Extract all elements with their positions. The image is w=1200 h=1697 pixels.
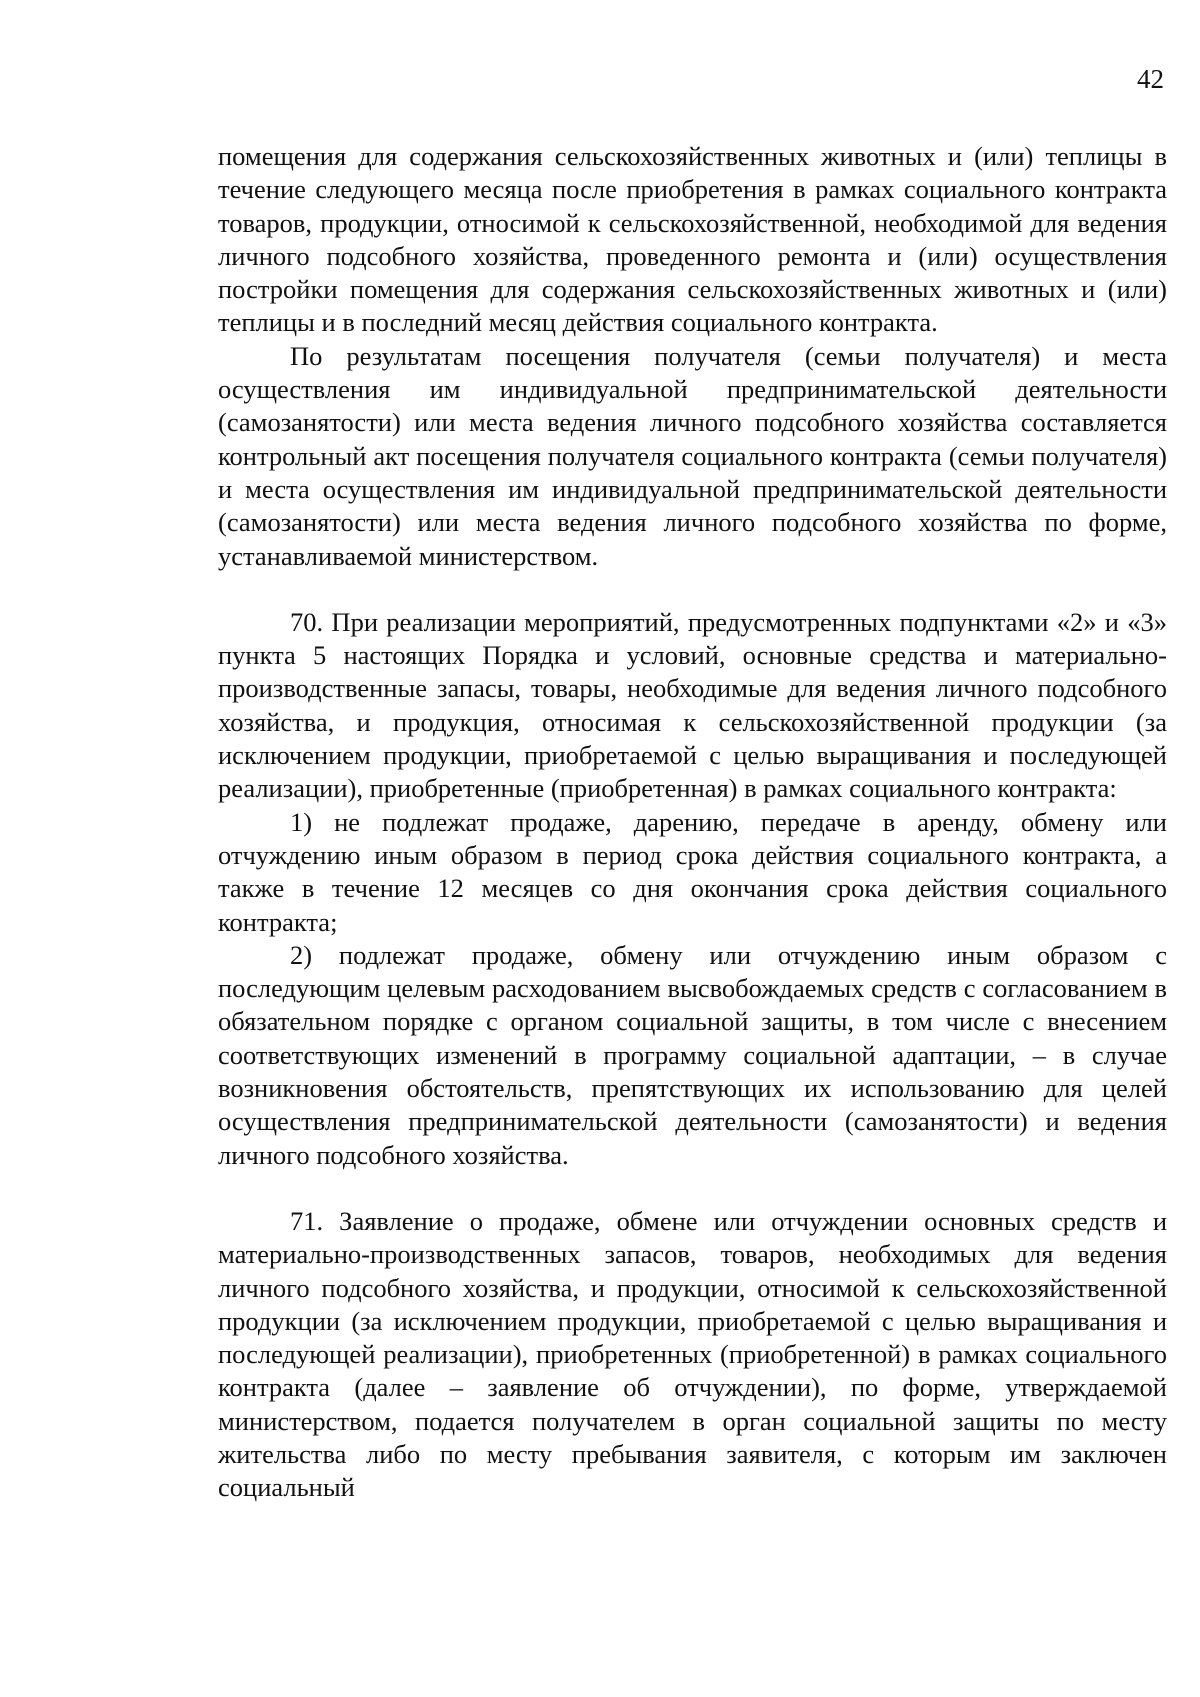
paragraph-control-act: По результатам посещения получателя (семьи получателя) и места осуществления им индивидуальной предпринимательской деятельности (самозанятости) или места ведения личного подсобного хозяйства составляется контрольный акт посещения получателя социального контракта (семьи получателя) и места осуществления им индивидуальной предпринимательской деятельности (самозанятости) или места ведения личного подсобного хозяйства по форме, устанавливаемой министерством. — [218, 340, 1167, 571]
paragraph-item-70-sub-1: 1) не подлежат продаже, дарению, передаче в аренду, обмену или отчуждению иным образом в период срока действия социального контракта, а также в течение 12 месяцев со дня окончания срока действия социального контракта; — [218, 806, 1167, 937]
paragraph-continuation: помещения для содержания сельскохозяйственных животных и (или) теплицы в течение следующего месяца после приобретения в рамках социального контракта товаров, продукции, относимой к сельскохозяйственной, необходимой для ведения личного подсобного хозяйства, проведенного ремонта и (или) осуществления постройки помещения для содержания сельскохозяйственных животных и (или) теплицы и в последний месяц действия социального контракта. — [218, 141, 1167, 338]
paragraph-item-71: 71. Заявление о продаже, обмене или отчуждении основных средств и материально-производственных запасов, товаров, необходимых для ведения личного подсобного хозяйства, и продукции, относимой к сельскохозяйственной продукции (за исключением продукции, приобретаемой с целью выращивания и последующей реализации), приобретенных (приобретенной) в рамках социального контракта (далее – заявление об отчуждении), по форме, утверждаемой министерством, подается получателем в орган социальной защиты по месту жительства либо по месту пребывания заявителя, с которым им заключен социальный — [218, 1205, 1167, 1503]
document-body — [218, 140, 1167, 1505]
page-number: 42 — [1137, 64, 1164, 94]
paragraph-item-70: 70. При реализации мероприятий, предусмотренных подпунктами «2» и «3» пункта 5 настоящих Порядка и условий, основные средства и материально-производственные запасы, товары, необходимые для ведения личного подсобного хозяйства, и продукция, относимая к сельскохозяйственной продукции (за исключением продукции, приобретаемой с целью выращивания и последующей реализации), приобретенные (приобретенная) в рамках социального контракта: — [218, 606, 1167, 804]
paragraph-item-70-sub-2: 2) подлежат продаже, обмену или отчуждению иным образом с последующим целевым расходованием высвобождаемых средств с согласованием в обязательном порядке с органом социальной защиты, в том числе с внесением соответствующих изменений в программу социальной адаптации, – в случае возникновения обстоятельств, препятствующих их использованию для целей осуществления предпринимательской деятельности (самозанятости) и ведения личного подсобного хозяйства. — [218, 939, 1167, 1170]
